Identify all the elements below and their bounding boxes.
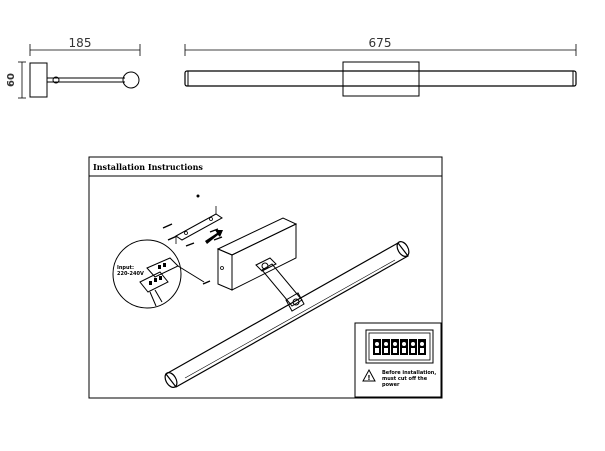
- terminal-inset: [355, 323, 441, 397]
- installation-title: Installation Instructions: [93, 162, 203, 172]
- warning-line-3: power: [382, 382, 400, 388]
- side-view: [6, 36, 140, 98]
- input-label: Input:: [117, 265, 134, 271]
- warning-line-2: must cut off the: [382, 376, 428, 382]
- installation-box: [89, 157, 442, 398]
- mounting-bracket: [176, 206, 222, 244]
- dim-height-side: 60: [6, 73, 17, 87]
- front-view: [185, 36, 576, 96]
- connector-detail: [113, 240, 204, 308]
- dim-width-front: 675: [368, 36, 392, 50]
- warning-line-1: Before installation,: [382, 370, 437, 376]
- svg-text:!: !: [367, 374, 371, 382]
- warning-icon: [363, 370, 375, 382]
- input-value: 220-240V: [117, 271, 144, 277]
- dim-width-side: 185: [68, 36, 92, 50]
- screws: [163, 195, 222, 285]
